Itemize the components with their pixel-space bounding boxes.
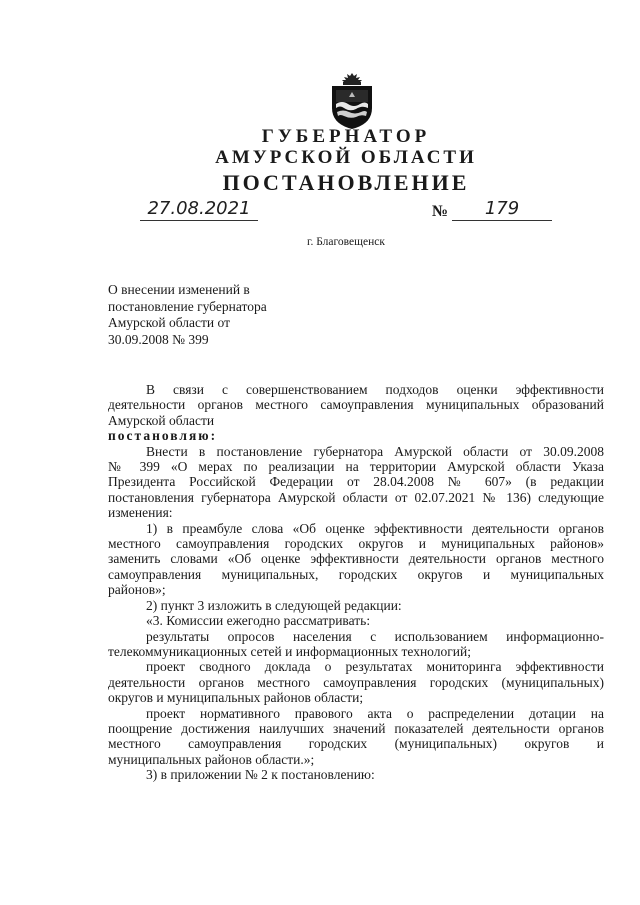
body-line: Внести в постановление губернатора Амурской области от 30.09.2008 (146, 443, 604, 459)
document-body (108, 382, 604, 783)
body-line: 1) в преамбуле слова «Об оценке эффективности деятельности органов (146, 520, 604, 536)
body-line: деятельности органов местного самоуправления городских (муниципальных) (108, 674, 604, 690)
body-line: В связи с совершенствованием подходов оценки эффективности (146, 382, 604, 397)
body-line: деятельности органов местного самоуправления муниципальных образований (108, 397, 604, 413)
document-type: ПОСТАНОВЛЕНИЕ (222, 170, 470, 195)
body-line: результаты опросов населения с использованием информационно- (146, 628, 604, 644)
body-line: изменения: (108, 505, 173, 521)
body-line: 2) пункт 3 изложить в следующей редакции: (146, 597, 402, 613)
city-line: г. Благовещенск (307, 236, 385, 248)
subject-line: О внесении изменений в (108, 282, 250, 297)
body-line: проект нормативного правового акта о распределении дотации на (146, 705, 604, 721)
body-line: телекоммуникационных сетей и информационных технологий; (108, 643, 471, 659)
body-line: поощрение достижения наилучших значений показателей деятельности органов (108, 720, 604, 736)
resolution-keyword: постановляю: (108, 428, 218, 444)
coat-of-arms-icon (328, 72, 376, 130)
number-label: № (432, 203, 449, 220)
body-line: местного самоуправления городских округов и муниципальных районов» (108, 536, 604, 552)
body-line: самоуправления муниципальных, городских округов и муниципальных (108, 566, 604, 582)
subject-line: постановление губернатора (108, 298, 267, 314)
body-line: муниципальных районов области.»; (108, 751, 315, 767)
body-line: заменить словами «Об оценке эффективности деятельности органов местного (108, 551, 604, 567)
body-line: проект сводного доклада о результатах мониторинга эффективности (146, 659, 604, 675)
document-date: 27.08.2021 (140, 198, 258, 221)
governor-title: ГУБЕРНАТОР (261, 126, 431, 147)
document-number: 179 (452, 198, 552, 221)
region-title: АМУРСКОЙ ОБЛАСТИ (215, 147, 477, 168)
body-line: 3) в приложении № 2 к постановлению: (146, 767, 375, 783)
document-subject (108, 282, 267, 348)
subject-line: Амурской области от (108, 315, 230, 330)
body-line: Амурской области (108, 412, 215, 428)
body-line: округов и муниципальных районов области; (108, 690, 364, 706)
body-line: районов»; (108, 582, 166, 598)
body-line: «3. Комиссии ежегодно рассматривать: (146, 613, 371, 629)
body-line: местного самоуправления городских (муниципальных) округов и (108, 736, 604, 752)
body-line: постановления губернатора Амурской области от 02.07.2021 № 136) следующие (108, 489, 604, 505)
body-line: Президента Российской Федерации от 28.04.2008 № 607» (в редакции (108, 474, 604, 490)
body-line: № 399 «О мерах по реализации на территории Амурской области Указа (108, 459, 604, 475)
subject-line: 30.09.2008 № 399 (108, 331, 209, 347)
